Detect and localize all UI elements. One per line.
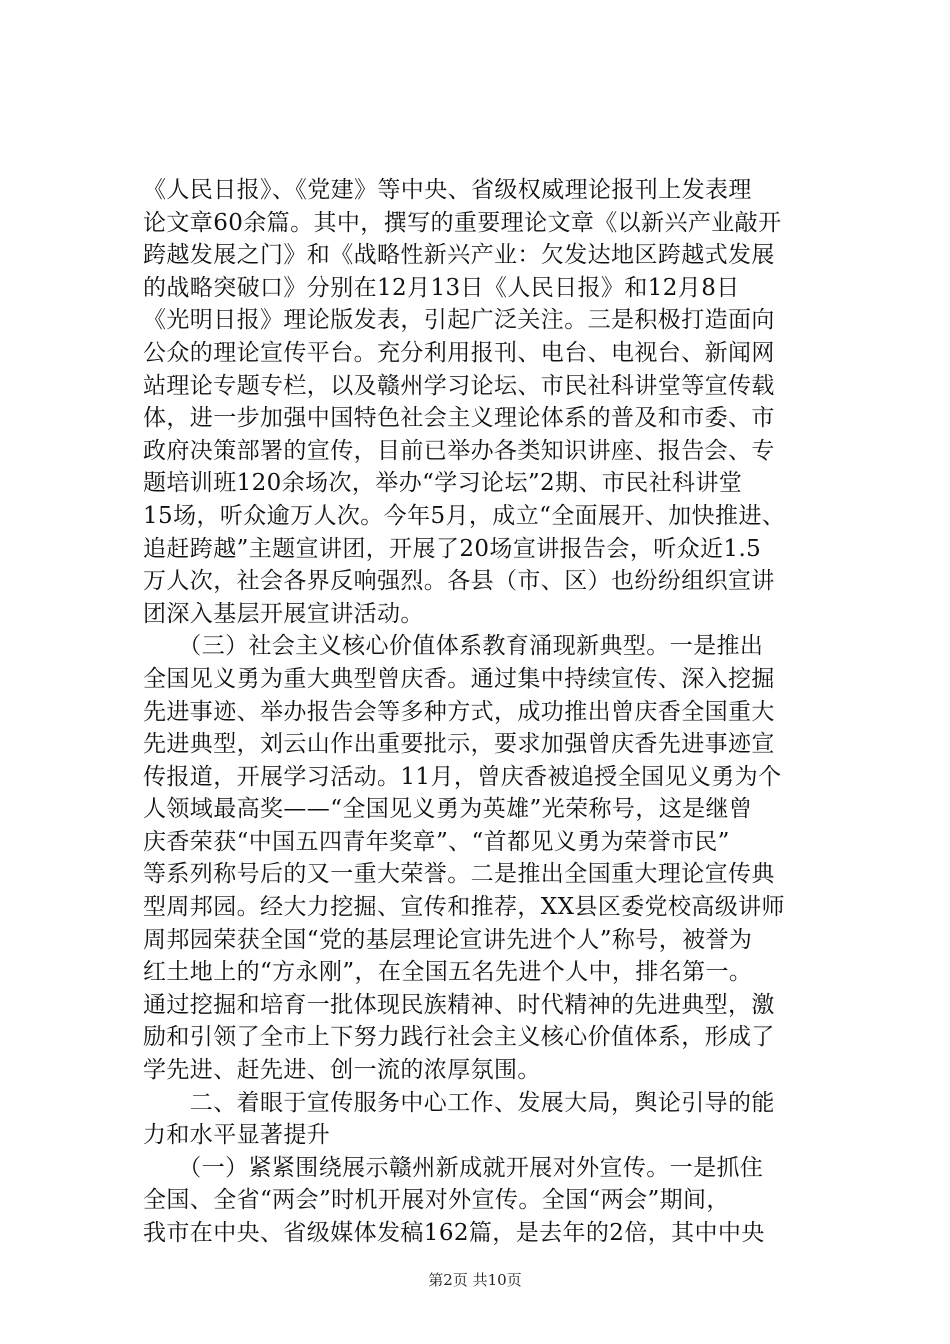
document-body bbox=[143, 174, 833, 1250]
text-line: 体，进一步加强中国特色社会主义理论体系的普及和市委、市 bbox=[143, 405, 775, 432]
text-line: 庆香荣获“中国五四青年奖章”、“首都见义勇为荣誉市民” bbox=[143, 828, 730, 855]
text-line: 先进事迹、举办报告会等多种方式，成功推出曾庆香全国重大 bbox=[143, 698, 775, 725]
text-line: 励和引领了全市上下努力践行社会主义核心价值体系，形成了 bbox=[143, 1024, 775, 1051]
text-line: 先进典型，刘云山作出重要批示，要求加强曾庆香先进事迹宣 bbox=[143, 731, 775, 758]
text-line: 型周邦园。经大力挖掘、宣传和推荐，XX县区委党校高级讲师 bbox=[143, 894, 785, 921]
text-line: （一）紧紧围绕展示赣州新成就开展对外宣传。一是抓住 bbox=[143, 1154, 764, 1181]
text-line: 题培训班120余场次，举办“学习论坛”2期、市民社科讲堂 bbox=[143, 470, 743, 497]
text-line: 传报道，开展学习活动。11月，曾庆香被追授全国见义勇为个 bbox=[143, 763, 782, 790]
text-line: （三）社会主义核心价值体系教育涌现新典型。一是推出 bbox=[143, 633, 764, 660]
text-line: 团深入基层开展宣讲活动。 bbox=[143, 600, 424, 627]
text-line: 等系列称号后的又一重大荣誉。二是推出全国重大理论宣传典 bbox=[143, 861, 775, 888]
text-line: 我市在中央、省级媒体发稿162篇，是去年的2倍，其中中央 bbox=[143, 1220, 765, 1246]
page-number-footer: 第2页 共10页 bbox=[428, 1271, 522, 1289]
text-line: 人领域最高奖——“全国见义勇为英雄”光荣称号，这是继曾 bbox=[143, 796, 753, 823]
text-line: 学先进、赶先进、创一流的浓厚氛围。 bbox=[143, 1057, 541, 1084]
text-line: 全国见义勇为重大典型曾庆香。通过集中持续宣传、深入挖掘 bbox=[143, 665, 775, 692]
text-line: 15场，听众逾万人次。今年5月，成立“全面展开、加快推进、 bbox=[143, 502, 786, 529]
text-line: 站理论专题专栏，以及赣州学习论坛、市民社科讲堂等宣传载 bbox=[143, 372, 775, 399]
text-line: 跨越发展之门》和《战略性新兴产业：欠发达地区跨越式发展 bbox=[143, 242, 775, 269]
text-line: 力和水平显著提升 bbox=[143, 1122, 331, 1149]
text-line: 全国、全省“两会”时机开展对外宣传。全国“两会”期间， bbox=[143, 1187, 730, 1214]
text-line: 通过挖掘和培育一批体现民族精神、时代精神的先进典型，激 bbox=[143, 991, 775, 1018]
text-line: 的战略突破口》分别在12月13日《人民日报》和12月8日 bbox=[143, 274, 740, 301]
text-line: 二、着眼于宣传服务中心工作、发展大局，舆论引导的能 bbox=[143, 1089, 775, 1116]
text-line: 政府决策部署的宣传，目前已举办各类知识讲座、报告会、专 bbox=[143, 437, 775, 464]
text-line: 《人民日报》、《党建》等中央、省级权威理论报刊上发表理 bbox=[143, 177, 752, 203]
text-line: 《光明日报》理论版发表，引起广泛关注。三是积极打造面向 bbox=[143, 307, 775, 334]
text-line: 红土地上的“方永刚”，在全国五名先进个人中，排名第一。 bbox=[143, 959, 753, 986]
text-line: 公众的理论宣传平台。充分利用报刊、电台、电视台、新闻网 bbox=[143, 339, 775, 366]
text-line: 周邦园荣获全国“党的基层理论宣讲先进个人”称号，被誉为 bbox=[143, 926, 753, 953]
text-line: 万人次，社会各界反响强烈。各县（市、区）也纷纷组织宣讲 bbox=[143, 568, 775, 595]
text-line: 追赶跨越”主题宣讲团，开展了20场宣讲报告会，听众近1.5 bbox=[143, 535, 762, 562]
text-line: 论文章60余篇。其中，撰写的重要理论文章《以新兴产业敲开 bbox=[143, 209, 782, 236]
